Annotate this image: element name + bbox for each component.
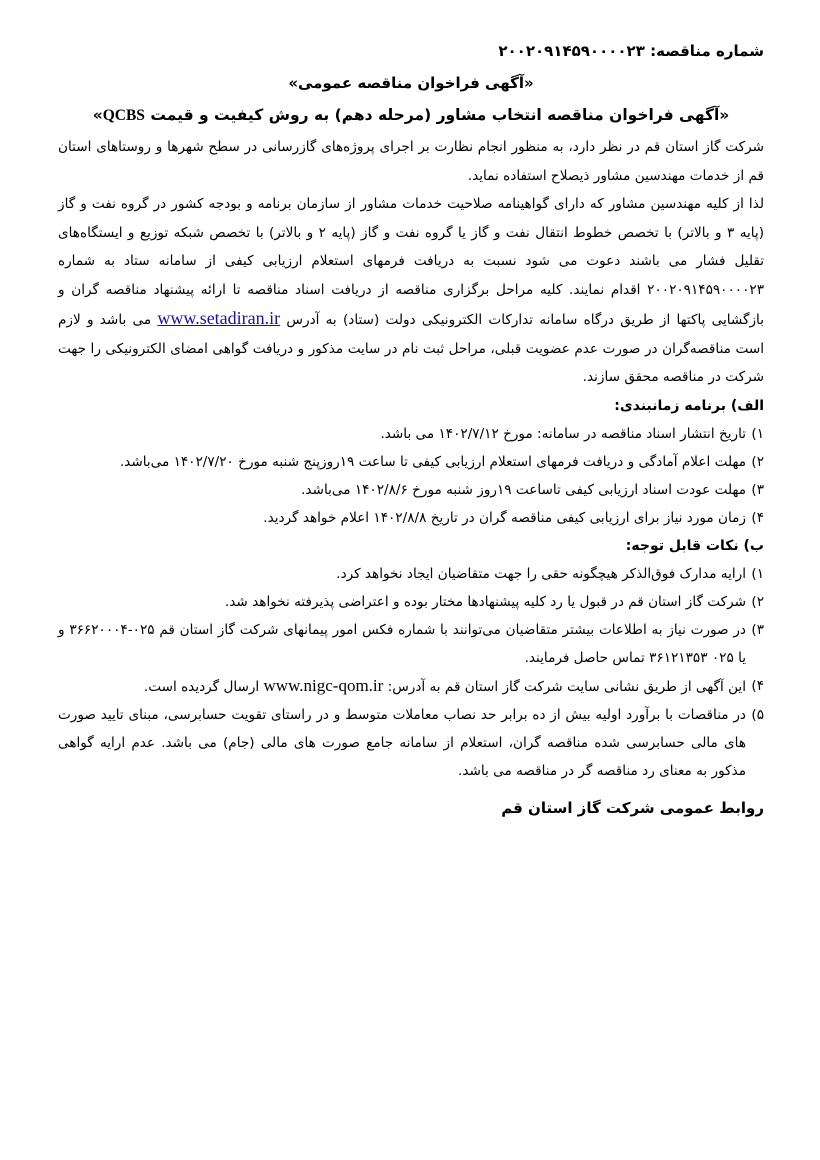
note-item	[58, 672, 764, 701]
schedule-item	[58, 448, 764, 476]
item-text: در مناقصات با برآورد اولیه بیش از ده برابر حد نصاب معاملات متوسط و در راستای تقویت حسابرسی، مبنای تایید صورت های مالی حسابرسی شده مناقصه گران، استعلام از سامانه جامع صورت های مالی (جام) می باشد. عدم ارایه گواهی مذکور به معنای رد مناقصه گر در مناقصه می باشد.	[58, 706, 746, 779]
main-title: «آگهی فراخوان مناقصه عمومی»	[288, 74, 534, 92]
signature: روابط عمومی شرکت گاز استان قم	[501, 798, 764, 817]
tender-number: ۲۰۰۲۰۹۱۴۵۹۰۰۰۰۲۳	[498, 42, 645, 60]
notes-heading: ب) نکات قابل توجه:	[625, 537, 764, 554]
item-marker: ۴)	[751, 509, 764, 526]
schedule-item	[58, 504, 764, 532]
item-marker: ۲)	[751, 593, 764, 610]
item-text: ارایه مدارک فوق‌الذکر هیچگونه حقی را جهت متقاضیان ایجاد نخواهد کرد.	[336, 565, 746, 582]
item-text: این آگهی از طریق نشانی سایت شرکت گاز استان قم به آدرس:	[387, 678, 746, 695]
item-marker: ۳)	[751, 621, 764, 638]
item-marker: ۵)	[751, 706, 764, 723]
schedule-item	[58, 420, 764, 448]
sub-title-method: QCBS	[102, 107, 145, 124]
intro-paragraph: شرکت گاز استان قم در نظر دارد، به منظور انجام نظارت بر اجرای پروژه‌های گازرسانی در سطح شهرها و روستاهای استان قم از خدمات مهندسین مشاور ذیصلاح استفاده نماید.	[58, 139, 764, 184]
sub-title	[58, 104, 764, 127]
tender-number-label: شماره مناقصه:	[650, 42, 764, 60]
invitation-paragraph	[58, 190, 764, 392]
item-text: مهلت عودت اسناد ارزیابی کیفی تاساعت ۱۹روز شنبه مورخ ۱۴۰۲/۸/۶ می‌باشد.	[301, 481, 746, 498]
schedule-list	[58, 420, 764, 532]
note-item	[58, 588, 764, 616]
item-marker: ۳)	[751, 481, 764, 498]
note-item	[58, 616, 764, 672]
item-marker: ۱)	[751, 425, 764, 442]
setadiran-link[interactable]: www.setadiran.ir	[157, 308, 281, 328]
nigc-qom-link[interactable]: www.nigc-qom.ir	[263, 675, 384, 695]
item-text: مهلت اعلام آمادگی و دریافت فرمهای استعلام ارزیابی کیفی تا ساعت ۱۹روزپنج شنبه مورخ ۱۴۰۲/۷/۲۰ می‌باشد.	[119, 453, 746, 470]
invitation-text-continued: می باشد و لازم است مناقصه‌گران در صورت عدم عضویت قبلی، مراحل ثبت نام در سایت مذکور و دریافت گواهی امضای الکترونیکی را جهت شرکت در مناقصه محقق سازند.	[58, 312, 764, 385]
item-marker: ۱)	[751, 565, 764, 582]
notes-list	[58, 560, 764, 785]
sub-title-close: »	[92, 106, 103, 124]
schedule-item	[58, 476, 764, 504]
item-marker: ۲)	[751, 453, 764, 470]
invitation-text: لذا از کلیه مهندسین مشاور که دارای گواهینامه صلاحیت خدمات مشاور از سازمان برنامه و بودجه کشور در گروه نفت و گاز (پایه ۳ و بالاتر) با تخصص خطوط انتقال نفت و گاز یا گروه نفت و گاز (پایه ۲ و بالاتر) با تخصص شبکه توزیع و ایستگاه‌های تقلیل فشار می باشند دعوت می شود نسبت به دریافت فرمهای استعلام ارزیابی کیفی از سامانه ستاد به شماره ۲۰۰۲۰۹۱۴۵۹۰۰۰۰۲۳ اقدام نمایند. کلیه مراحل برگزاری مناقصه از دریافت اسناد مناقصه تا ارائه پیشنهاد مناقصه گران و بازگشایی پاکتها از طریق درگاه سامانه تدارکات الکترونیکی دولت (ستاد) به آدرس	[58, 196, 765, 328]
note-item	[58, 560, 764, 588]
item-text: زمان مورد نیاز برای ارزیابی کیفی مناقصه گران در تاریخ ۱۴۰۲/۸/۸ اعلام خواهد گردید.	[263, 509, 746, 526]
note-item	[58, 701, 764, 785]
item-text: در صورت نیاز به اطلاعات بیشتر متقاضیان می‌توانند با شماره فکس امور پیمانهای شرکت گاز استان قم ۰۲۵-۳۶۶۲۰۰۰۴ و یا ۰۲۵ ۳۶۱۲۱۳۵۳ تماس حاصل فرمایند.	[58, 621, 746, 666]
tender-number-line	[58, 40, 764, 62]
item-marker: ۴)	[751, 677, 764, 694]
item-text: تاریخ انتشار اسناد مناقصه در سامانه: مورخ ۱۴۰۲/۷/۱۲ می باشد.	[380, 425, 746, 442]
sub-title-text: «آگهی فراخوان مناقصه انتخاب مشاور (مرحله دهم) به روش کیفیت و قیمت	[150, 106, 730, 124]
item-text: شرکت گاز استان قم در قبول یا رد کلیه پیشنهادها مختار بوده و اعتراضی پذیرفته نخواهد شد.	[224, 593, 746, 610]
schedule-heading: الف) برنامه زمانبندی:	[614, 397, 764, 414]
item-text-continued: ارسال گردیده است.	[143, 678, 260, 695]
